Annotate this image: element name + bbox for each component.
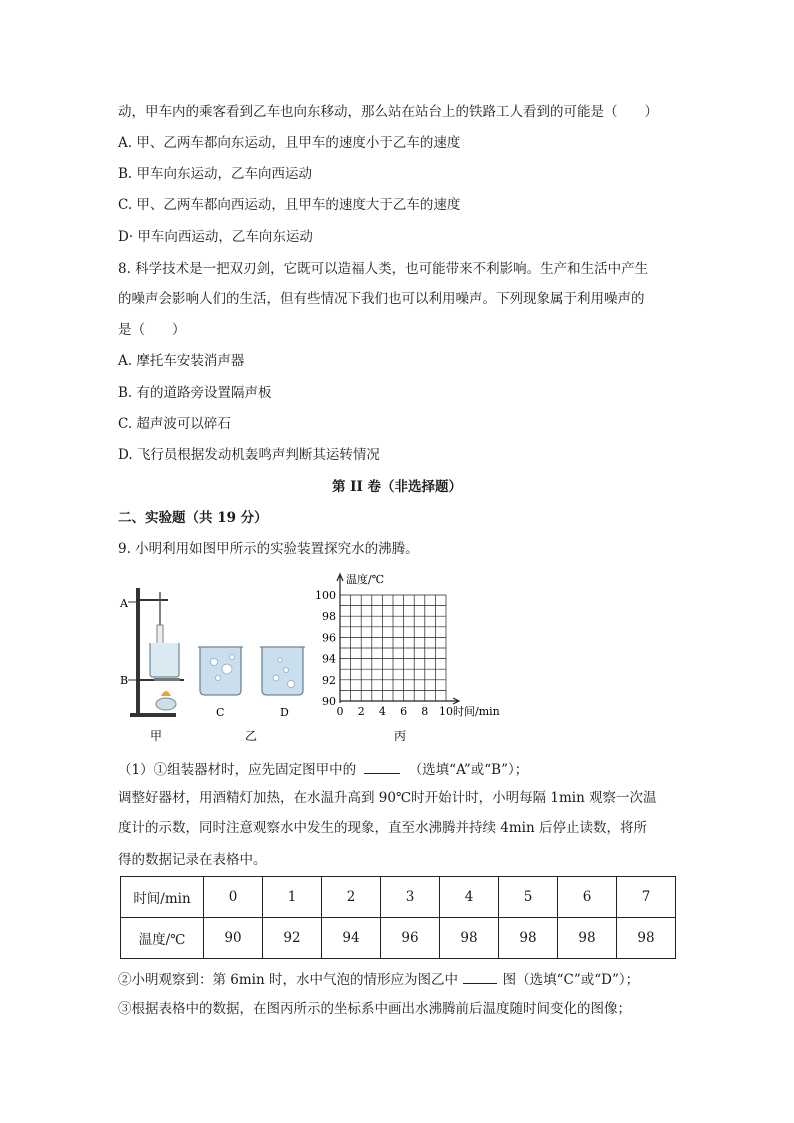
graph-bing	[337, 574, 459, 704]
label-b: B	[120, 674, 129, 687]
caption-yi: 乙	[245, 729, 258, 743]
table-cell: 5	[499, 877, 558, 918]
q7-stem-tail: 动，甲车内的乘客看到乙车也向东移动，那么站在站台上的铁路工人看到的可能是（ ）	[118, 104, 658, 120]
q7-option-b: B. 甲车向东运动，乙车向西运动	[118, 166, 313, 182]
y-tick-label: 94	[322, 652, 336, 666]
beaker-d	[260, 647, 305, 695]
y-tick-label: 90	[322, 695, 336, 708]
q9-para-line-1: 调整好器材，用酒精灯加热，在水温升高到 90℃时开始计时，小明每隔 1min 观察一次温	[118, 790, 657, 806]
volume-title: 第 II 卷（非选择题）	[331, 479, 463, 495]
table-cell: 4	[440, 877, 499, 918]
graph-ylabel: 温度/℃	[346, 573, 385, 586]
x-tick-label: 8	[421, 705, 429, 718]
q9-para-line-2: 度计的示数，同时注意观察水中发生的现象，直至水沸腾并持续 4min 后停止读数，将所	[118, 820, 647, 836]
table-cell: 2	[322, 877, 381, 918]
q7-option-c: C. 甲、乙两车都向西运动，且甲车的速度大于乙车的速度	[118, 197, 461, 213]
table-cell: 98	[440, 918, 499, 959]
q9-part2-choice: 图（选填“C”或“D”）；	[502, 972, 640, 988]
table-cell: 6	[558, 877, 617, 918]
x-tick-label: 2	[357, 705, 365, 718]
table-cell: 98	[499, 918, 558, 959]
q8-stem-line-2: 的噪声会影响人们的生活，但有些情况下我们也可以利用噪声。下列现象属于利用噪声的	[118, 291, 645, 307]
table-cell: 1	[263, 877, 322, 918]
q9-figure	[110, 570, 530, 745]
data-table	[120, 876, 676, 959]
x-tick-label: 10	[439, 705, 453, 718]
label-d: D	[280, 706, 289, 719]
q9-part2	[118, 969, 639, 989]
q9-part3: ③根据表格中的数据，在图丙所示的坐标系中画出水沸腾前后温度随时间变化的图像；	[118, 1001, 631, 1017]
q7-option-a: A. 甲、乙两车都向东运动，且甲车的速度小于乙车的速度	[118, 135, 461, 151]
q9-part1	[118, 759, 528, 779]
table-cell: 98	[558, 918, 617, 959]
label-c: C	[216, 706, 225, 719]
q7-option-d: D· 甲车向西运动，乙车向东运动	[118, 229, 313, 245]
q9-part1-choice: （选填“A”或“B”）；	[408, 762, 529, 778]
section-heading: 二、实验题（共 19 分）	[118, 510, 268, 526]
table-cell: 0	[204, 877, 263, 918]
q9-part1-text: （1）①组装器材时，应先固定图甲中的	[118, 762, 357, 778]
table-cell: 3	[381, 877, 440, 918]
table-cell: 90	[204, 918, 263, 959]
q8-option-c: C. 超声波可以碎石	[118, 416, 231, 432]
table-header-temp: 温度/℃	[121, 918, 204, 959]
table-header-time: 时间/min	[121, 877, 204, 918]
table-cell: 98	[617, 918, 676, 959]
label-a: A	[120, 597, 128, 610]
table-cell: 92	[263, 918, 322, 959]
x-tick-label: 0	[336, 705, 344, 718]
table-row-time	[121, 877, 676, 918]
q9-para-line-3: 得的数据记录在表格中。	[118, 852, 267, 868]
caption-jia: 甲	[150, 729, 163, 743]
q8-option-d: D. 飞行员根据发动机轰鸣声判断其运转情况	[118, 447, 380, 463]
q8-option-a: A. 摩托车安装消声器	[118, 353, 245, 369]
q9-part2-text: ②小明观察到：第 6min 时，水中气泡的情形应为图乙中	[118, 972, 458, 988]
answer-blank-2[interactable]	[463, 969, 497, 984]
y-tick-label: 96	[322, 631, 336, 645]
y-tick-label: 92	[322, 673, 336, 687]
table-row-temp	[121, 918, 676, 959]
table-cell: 7	[617, 877, 676, 918]
apparatus-jia	[128, 588, 184, 717]
q9-intro: 9. 小明利用如图甲所示的实验装置探究水的沸腾。	[118, 541, 419, 557]
x-tick-label: 6	[400, 705, 408, 718]
q8-option-b: B. 有的道路旁设置隔声板	[118, 385, 272, 401]
table-cell: 94	[322, 918, 381, 959]
q8-stem-line-3: 是（ ）	[118, 322, 186, 338]
table-cell: 96	[381, 918, 440, 959]
caption-bing: 丙	[394, 729, 407, 743]
x-tick-label: 4	[378, 705, 386, 718]
graph-xlabel: 时间/min	[453, 705, 500, 718]
y-tick-label: 98	[322, 610, 336, 624]
beaker-c	[198, 647, 243, 695]
y-tick-label: 100	[315, 589, 336, 602]
q8-stem-line-1: 8. 科学技术是一把双刃剑，它既可以造福人类，也可能带来不利影响。生产和生活中产生	[118, 261, 649, 277]
answer-blank-1[interactable]	[364, 759, 400, 774]
